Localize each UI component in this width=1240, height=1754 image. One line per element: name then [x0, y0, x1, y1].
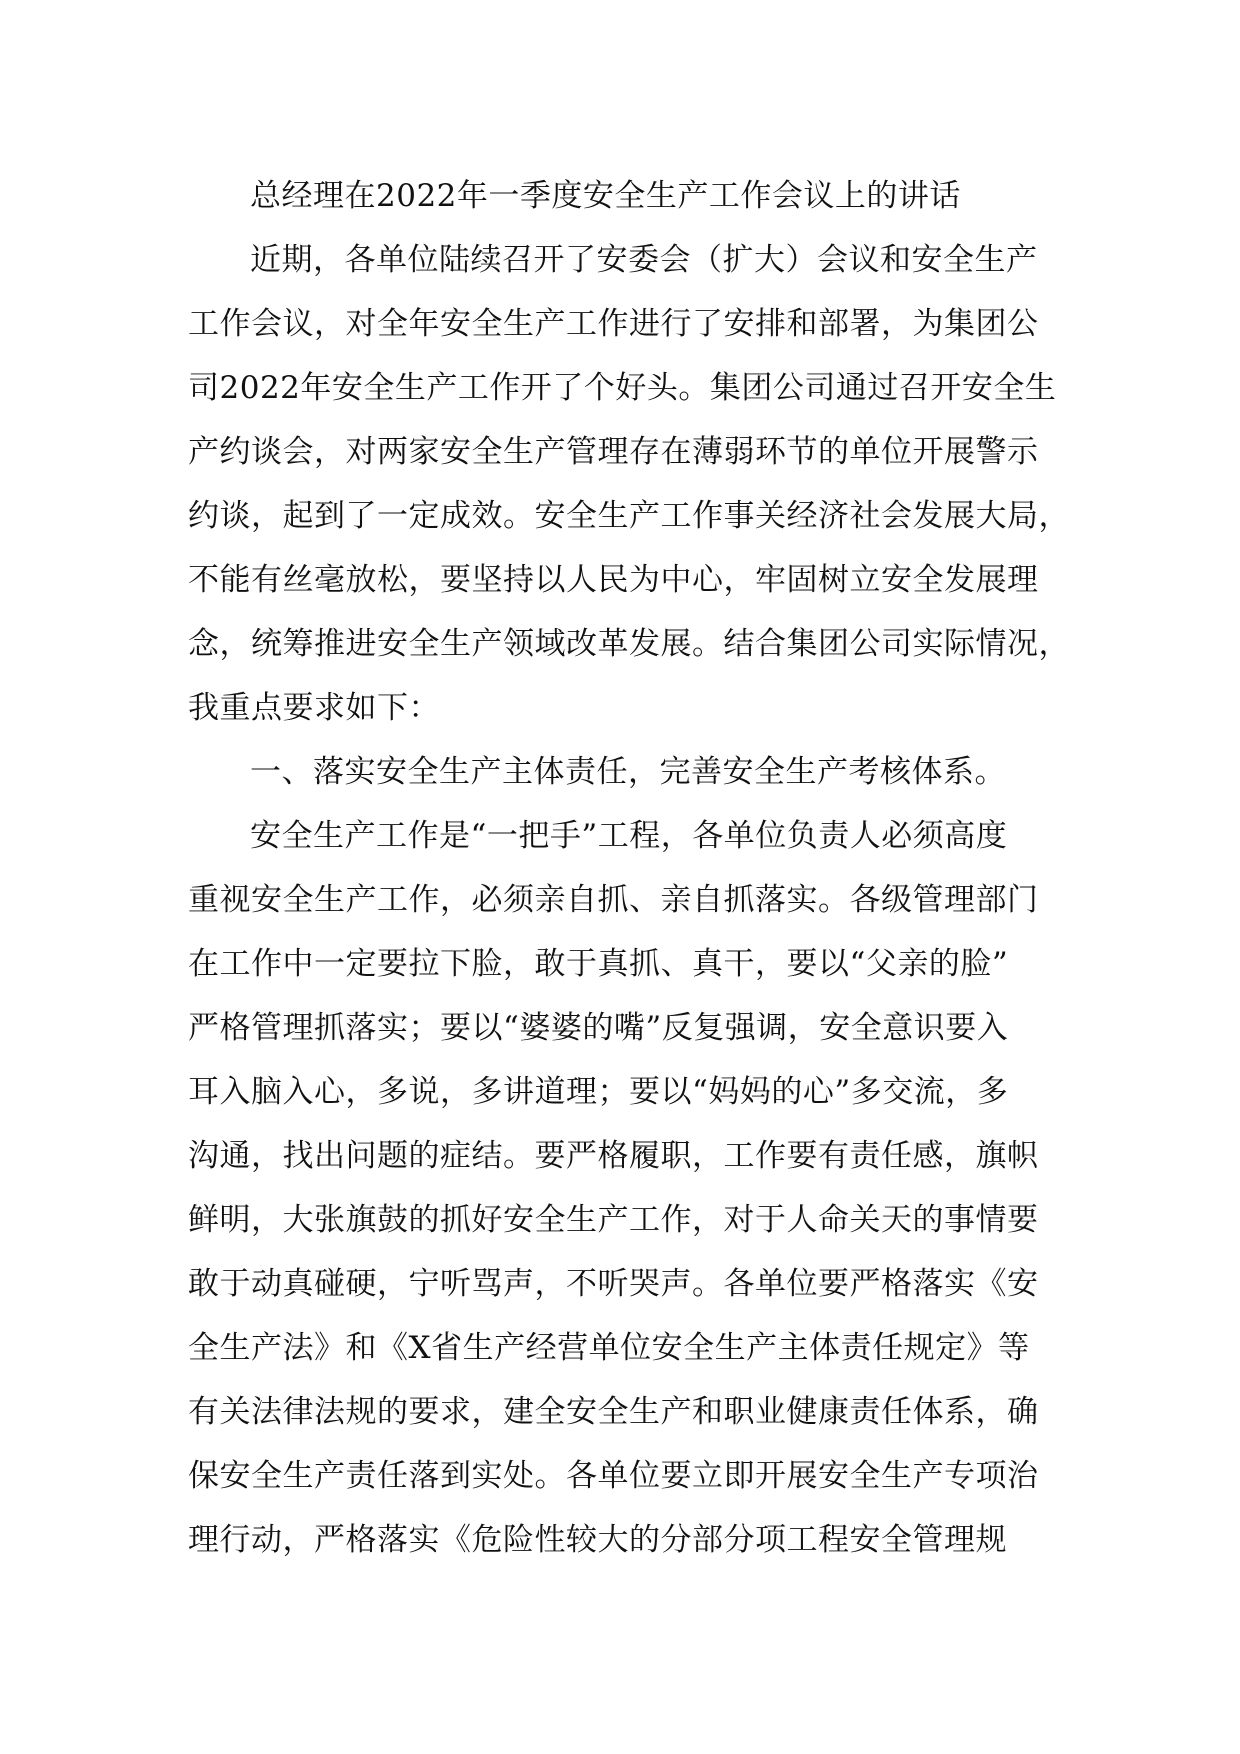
paragraph-1-line-8: 我重点要求如下：: [188, 690, 440, 726]
paragraph-2-line-2: 重视安全生产工作，必须亲自抓、亲自抓落实。各级管理部门: [188, 882, 1039, 918]
paragraph-2-line-6: 沟通，找出问题的症结。要严格履职，工作要有责任感，旗帜: [188, 1138, 1039, 1174]
paragraph-2-line-7: 鲜明，大张旗鼓的抓好安全生产工作，对于人命关天的事情要: [188, 1202, 1039, 1238]
paragraph-1-line-5: 约谈，起到了一定成效。安全生产工作事关经济社会发展大局，: [188, 498, 1070, 534]
paragraph-2-line-4: 严格管理抓落实；要以“婆婆的嘴”反复强调，安全意识要入: [188, 1010, 1009, 1046]
document-title: 总经理在2022年一季度安全生产工作会议上的讲话: [250, 178, 961, 214]
paragraph-1-line-1: 近期，各单位陆续召开了安委会（扩大）会议和安全生产: [250, 242, 1038, 278]
paragraph-2-line-5: 耳入脑入心，多说，多讲道理；要以“妈妈的心”多交流，多: [188, 1074, 1009, 1110]
section-heading-1: 一、落实安全生产主体责任，完善安全生产考核体系。: [250, 754, 1006, 790]
paragraph-2-line-1: 安全生产工作是“一把手”工程，各单位负责人必须高度: [250, 818, 1008, 854]
paragraph-2-line-10: 有关法律法规的要求，建全安全生产和职业健康责任体系，确: [188, 1394, 1039, 1430]
paragraph-2-line-3: 在工作中一定要拉下脸，敢于真抓、真干，要以“父亲的脸”: [188, 946, 1009, 982]
paragraph-2-line-9: 全生产法》和《X省生产经营单位安全生产主体责任规定》等: [188, 1330, 1030, 1366]
paragraph-1-line-2: 工作会议，对全年安全生产工作进行了安排和部署，为集团公: [188, 306, 1039, 342]
paragraph-2-line-8: 敢于动真碰硬，宁听骂声，不听哭声。各单位要严格落实《安: [188, 1266, 1039, 1302]
paragraph-2-line-12: 理行动，严格落实《危险性较大的分部分项工程安全管理规: [188, 1522, 1007, 1558]
paragraph-1-line-3: 司2022年安全生产工作开了个好头。集团公司通过召开安全生: [188, 370, 1057, 406]
paragraph-1-line-7: 念，统筹推进安全生产领域改革发展。结合集团公司实际情况，: [188, 626, 1070, 662]
paragraph-2-line-11: 保安全生产责任落到实处。各单位要立即开展安全生产专项治: [188, 1458, 1039, 1494]
paragraph-1-line-6: 不能有丝毫放松，要坚持以人民为中心，牢固树立安全发展理: [188, 562, 1039, 598]
paragraph-1-line-4: 产约谈会，对两家安全生产管理存在薄弱环节的单位开展警示: [188, 434, 1039, 470]
